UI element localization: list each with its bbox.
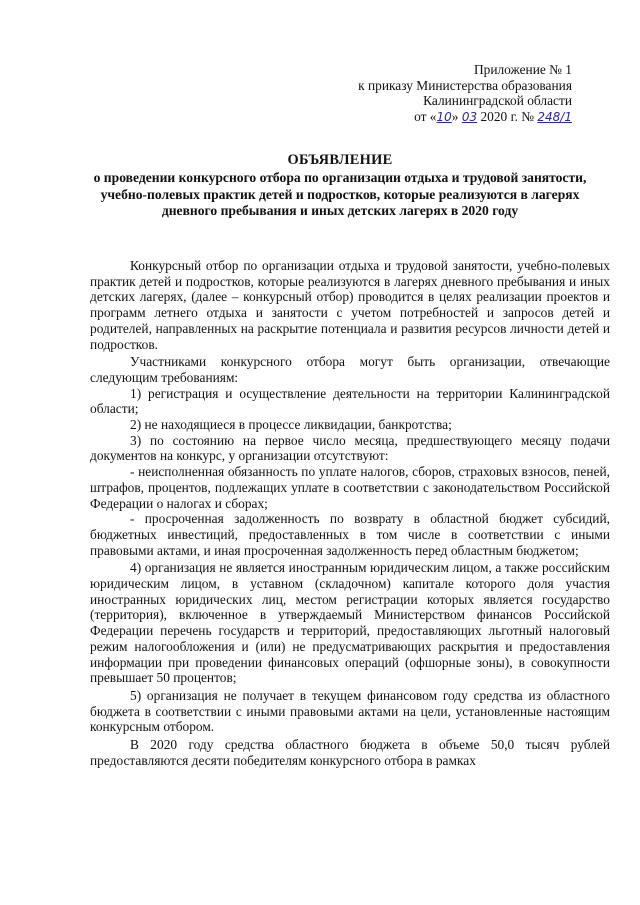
requirement-5: 5) организация не получает в текущем финансовом году средства из областного бюджета в соответствии с иными правовыми актами на цели, установленные настоящим конкурсным отбором. bbox=[90, 687, 610, 735]
appendix-date-line bbox=[340, 109, 572, 126]
appendix-line-2: к приказу Министерства образования bbox=[358, 77, 572, 93]
requirement-3-item-taxes: - неисполненная обязанность по уплате налогов, сборов, страховых взносов, пеней, штрафов, процентов, подлежащих уплате в соответствии с законодательством Российской Федерации о налогах и сборах; bbox=[90, 464, 610, 511]
date-month-handwritten: 03 bbox=[461, 109, 478, 124]
requirement-3: 3) по состоянию на первое число месяца, предшествующего месяцу подачи документов на конкурс, у организации отсутствуют: bbox=[90, 432, 610, 464]
date-day-handwritten: 10 bbox=[436, 109, 452, 124]
paragraph-funding: В 2020 году средства областного бюджета в объеме 50,0 тысяч рублей предоставляются десяти победителям конкурсного отбора в рамках bbox=[90, 737, 610, 768]
appendix-line-1: Приложение № 1 bbox=[473, 62, 572, 77]
appendix-header bbox=[340, 62, 572, 125]
doc-number-handwritten: 248/1 bbox=[537, 109, 572, 124]
date-mid: » bbox=[451, 108, 462, 124]
paragraph-intro: Конкурсный отбор по организации отдыха и трудовой занятости, учебно-полевых практик детей и подростков, которые реализуются в лагерях дневного пребывания и иных детских лагерях, (далее – конкурсный отбор) проводится в целях реализации проектов и программ летнего отдыха и занятости с учетом потребностей и запросов детей и родителей, направленных на раскрытие потенциала и развития ресурсов личности детей и подростков. bbox=[90, 258, 610, 352]
requirement-3-item-debt: - просроченная задолженность по возврату в областной бюджет субсидий, бюджетных инвестиций, предоставленных в том числе в соответствии с иными правовыми актами, и иная просроченная задолженность перед областным бюджетом; bbox=[90, 511, 610, 558]
paragraph-participants: Участниками конкурсного отбора могут быть организации, отвечающие следующим требованиям: bbox=[90, 354, 610, 385]
date-year: 2020 г. № bbox=[477, 108, 535, 124]
appendix-line-3: Калининградской области bbox=[423, 93, 572, 109]
requirement-4: 4) организация не является иностранным юридическим лицом, а также российским юридическим лицом, в уставном (складочном) капитале которого доля участия иностранных юридических лиц, местом регистрации которых является государство (территория), включенное в утверждаемый Министерством финансов Российской Федерации перечень государств и территорий, предоставляющих льготный налоговый режим налогообложения и (или) не предусматривающих раскрытия и предоставления информации при проведении финансовых операций (офшорные зоны), в совокупности превышает 50 процентов; bbox=[90, 560, 610, 686]
announcement-subtitle: о проведении конкурсного отбора по организации отдыха и трудовой занятости, учебно-полевых практик детей и подростков, которые реализуются в лагерях дневного пребывания и иных детских лагерях в 2020 году bbox=[93, 170, 587, 219]
announcement-title: ОБЪЯВЛЕНИЕ bbox=[287, 152, 393, 168]
announcement-body bbox=[90, 258, 610, 771]
date-prefix: от « bbox=[414, 108, 437, 124]
requirement-1: 1) регистрация и осуществление деятельности на территории Калининградской области; bbox=[90, 385, 610, 417]
requirement-2: 2) не находящиеся в процессе ликвидации, банкротства; bbox=[130, 417, 452, 433]
announcement-title-block bbox=[90, 152, 590, 220]
